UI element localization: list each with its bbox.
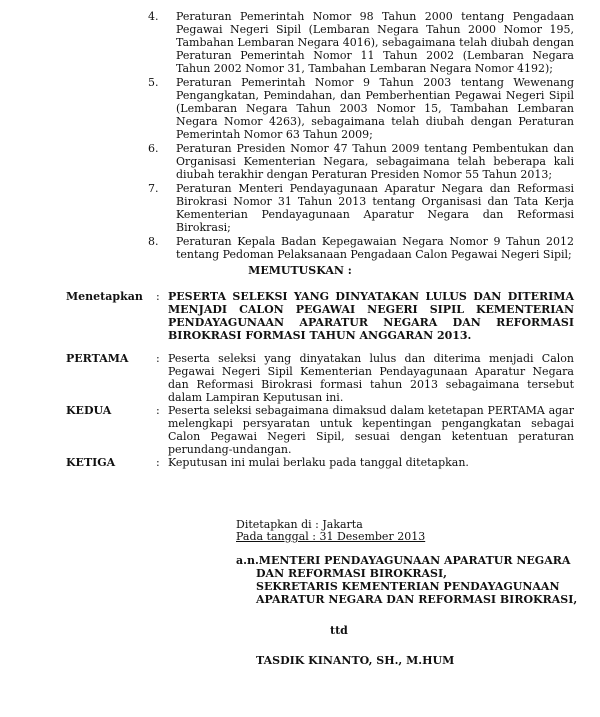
list-number: 7. (148, 182, 159, 195)
decision-colon: : (156, 404, 160, 417)
list-number: 8. (148, 235, 159, 248)
signature-title-line: APARATUR NEGARA DAN REFORMASI BIROKRASI, (256, 593, 578, 606)
list-text: Peraturan Kepala Badan Kepegawaian Negara Nomor 9 Tahun 2012 tentang Pedoman Pelaksanaan Pengadaan Calon Pegawai Negeri Sipil; (176, 235, 574, 261)
signature-date: Pada tanggal : 31 Desember 2013 (236, 530, 426, 543)
legal-basis-list (148, 10, 574, 262)
list-item (148, 182, 574, 234)
decision-label: KETIGA (66, 456, 116, 469)
list-item (148, 10, 574, 75)
signature-title-line: SEKRETARIS KEMENTERIAN PENDAYAGUNAAN (256, 580, 560, 593)
list-number: 6. (148, 142, 159, 155)
list-number: 4. (148, 10, 159, 23)
decision-label: Menetapkan (66, 290, 143, 303)
signature-ttd: ttd (330, 624, 348, 637)
signature-title-line: DAN REFORMASI BIROKRASI, (256, 567, 447, 580)
signatory-name: TASDIK KINANTO, SH., M.HUM (256, 654, 455, 667)
signature-place: Ditetapkan di : Jakarta (236, 518, 363, 531)
signature-title-line: a.n.MENTERI PENDAYAGUNAAN APARATUR NEGARA (236, 554, 571, 567)
list-item (148, 142, 574, 181)
list-item (148, 235, 574, 261)
list-text: Peraturan Pemerintah Nomor 98 Tahun 2000 tentang Pengadaan Pegawai Negeri Sipil (Lembaran Negara Tahun 2000 Nomor 195, Tambahan Lembaran Negara 4016), sebagaimana telah diubah dengan Peraturan Pemerintah Nomor 11 Tahun 2002 (Lembaran Negara Tahun 2002 Nomor 31, Tambahan Lembaran Negara Nomor 4192); (176, 10, 574, 75)
decision-label: PERTAMA (66, 352, 129, 365)
decision-text: Keputusan ini mulai berlaku pada tanggal ditetapkan. (168, 456, 469, 469)
decision-text: Peserta seleksi sebagaimana dimaksud dalam ketetapan PERTAMA agar melengkapi persyaratan untuk kepentingan pengangkatan sebagai Calon Pegawai Negeri Sipil, sesuai dengan ketentuan peraturan perundang-undangan. (168, 404, 574, 456)
list-text: Peraturan Menteri Pendayagunaan Aparatur Negara dan Reformasi Birokrasi Nomor 31 Tahun 2013 tentang Organisasi dan Tata Kerja Kementerian Pendayagunaan Aparatur Negara dan Reformasi Birokrasi; (176, 182, 574, 234)
decision-text: PESERTA SELEKSI YANG DINYATAKAN LULUS DAN DITERIMA MENJADI CALON PEGAWAI NEGERI SIPIL KEMENTERIAN PENDAYAGUNAAN APARATUR NEGARA DAN REFORMASI BIROKRASI FORMASI TAHUN ANGGARAN 2013. (168, 290, 574, 342)
decision-colon: : (156, 290, 160, 303)
list-item (148, 76, 574, 141)
decision-heading: MEMUTUSKAN : (248, 264, 352, 277)
decision-text: Peserta seleksi yang dinyatakan lulus dan diterima menjadi Calon Pegawai Negeri Sipil Kementerian Pendayagunaan Aparatur Negara dan Reformasi Birokrasi formasi tahun 2013 sebagaimana tersebut dalam Lampiran Keputusan ini. (168, 352, 574, 404)
list-text: Peraturan Presiden Nomor 47 Tahun 2009 tentang Pembentukan dan Organisasi Kementerian Negara, sebagaimana telah beberapa kali diubah terakhir dengan Peraturan Presiden Nomor 55 Tahun 2013; (176, 142, 574, 181)
list-text: Peraturan Pemerintah Nomor 9 Tahun 2003 tentang Wewenang Pengangkatan, Pemindahan, dan Pemberhentian Pegawai Negeri Sipil (Lembaran Negara Tahun 2003 Nomor 15, Tambahan Lembaran Negara Nomor 4263), sebagaimana telah diubah dengan Peraturan Pemerintah Nomor 63 Tahun 2009; (176, 76, 574, 141)
list-number: 5. (148, 76, 159, 89)
decision-label: KEDUA (66, 404, 112, 417)
decision-colon: : (156, 352, 160, 365)
decision-colon: : (156, 456, 160, 469)
